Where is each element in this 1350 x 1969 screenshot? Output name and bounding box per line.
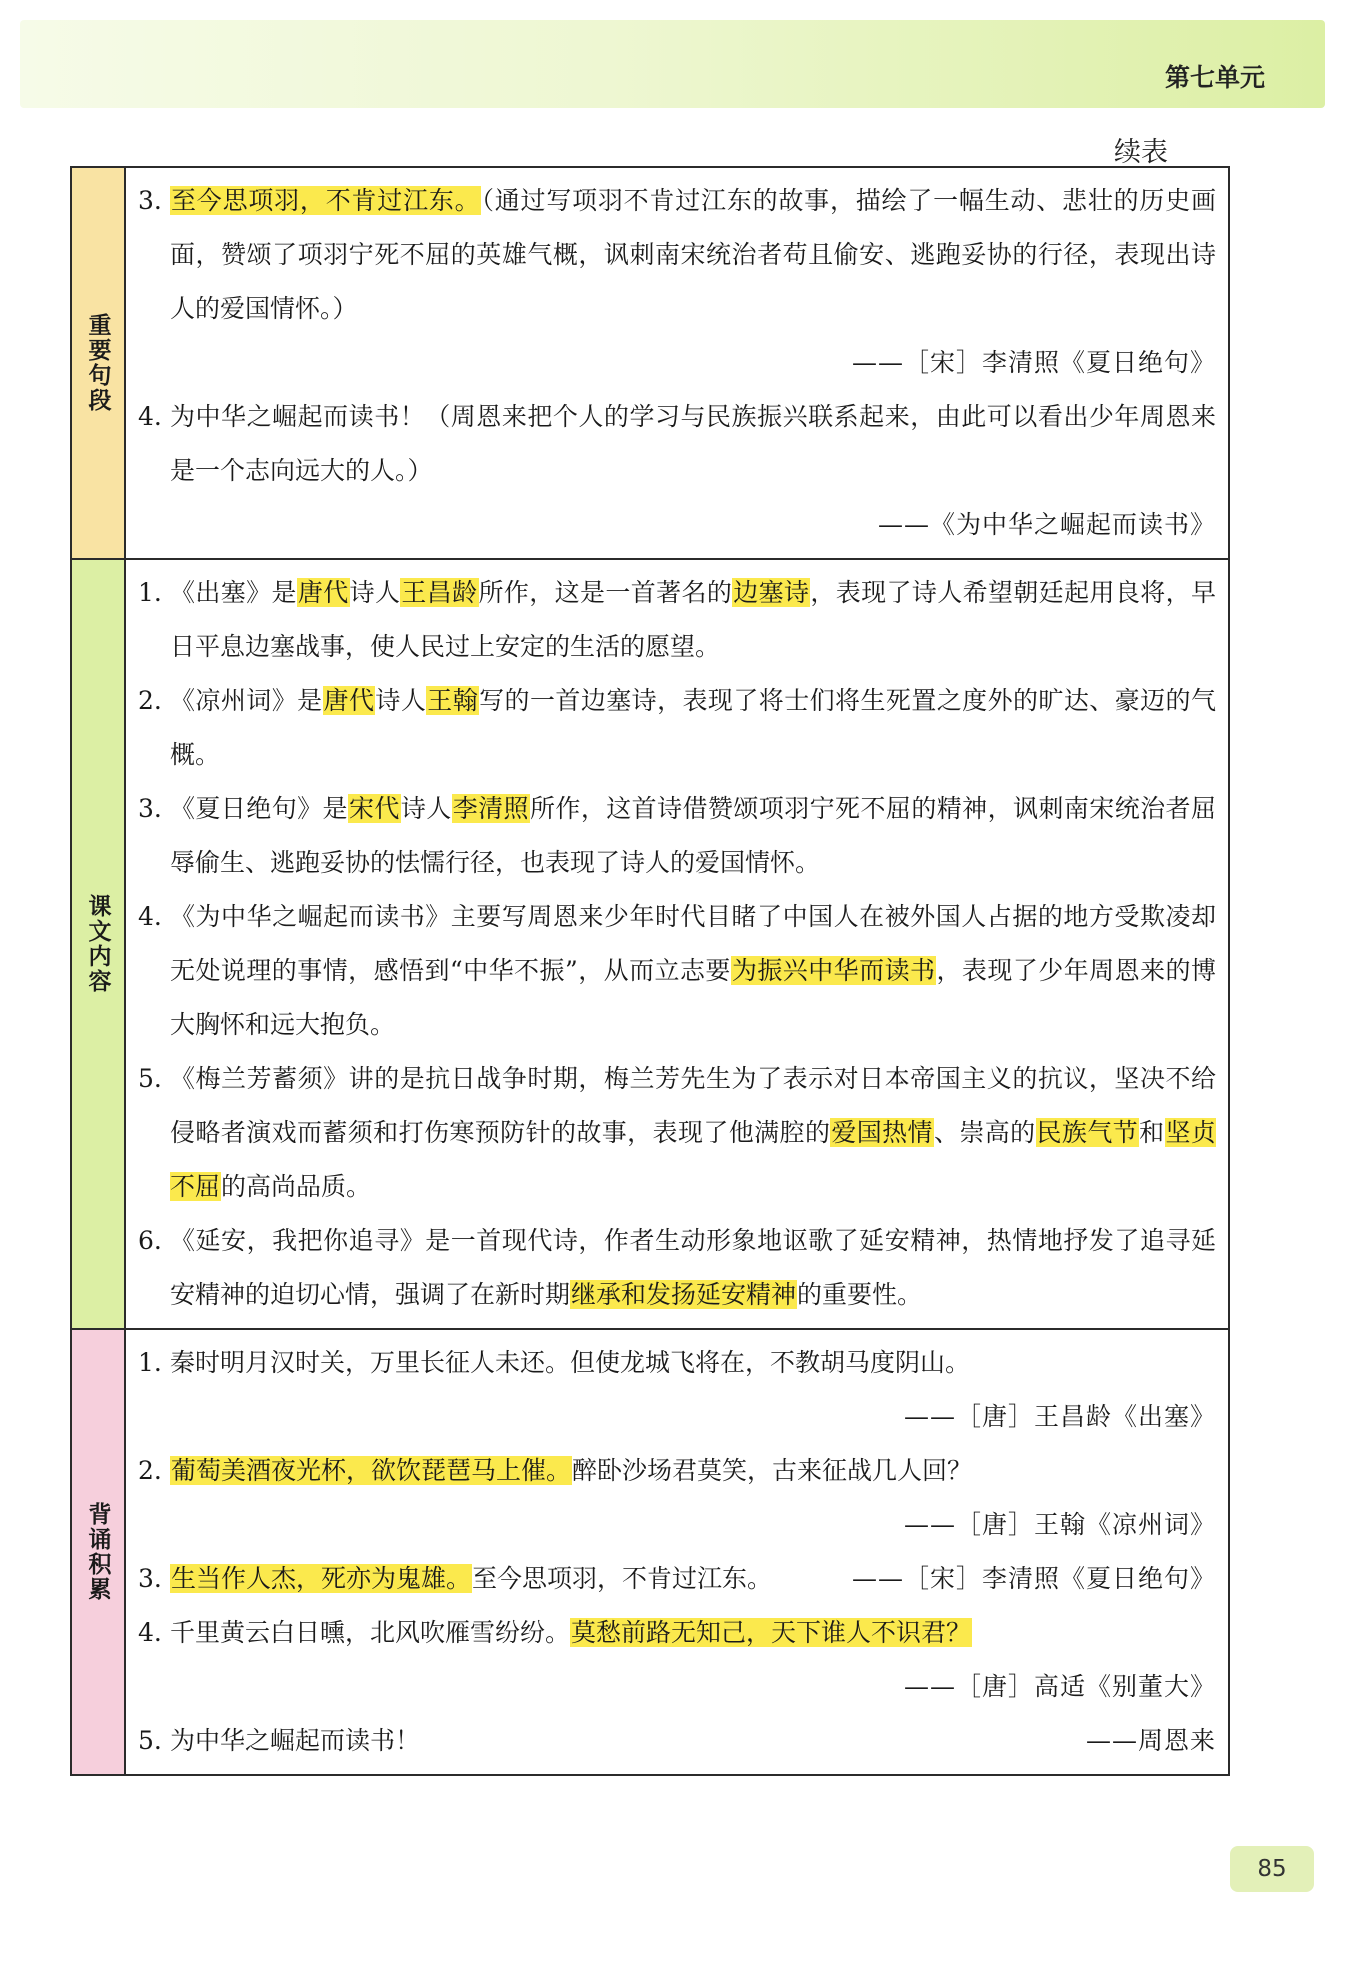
- list-item: [138, 674, 1216, 782]
- header-band: [20, 20, 1325, 108]
- item-number: 4.: [138, 902, 162, 931]
- list-item: [138, 1214, 1216, 1322]
- list-item: [138, 1052, 1216, 1214]
- list-item: [138, 1606, 1216, 1714]
- item-text: 《凉州词》是: [170, 686, 323, 715]
- item-number: 1.: [138, 1348, 162, 1377]
- highlight: 继承和发扬延安精神: [571, 1280, 797, 1309]
- highlight: 生当作人杰，死亦为鬼雄。: [171, 1564, 472, 1593]
- summary-table: [70, 166, 1230, 1776]
- list-item: [138, 566, 1216, 674]
- list-item: [138, 1444, 1216, 1552]
- page-number: 85: [1230, 1846, 1314, 1892]
- item-text: 《出塞》是: [170, 578, 297, 607]
- section-important-sentences: [72, 168, 1228, 560]
- category-label: 背诵积累: [84, 1502, 111, 1602]
- list-item: [138, 782, 1216, 890]
- highlight: 边塞诗: [733, 578, 810, 607]
- item-text: ，表现了诗人希望朝廷起用良将，早日平息边塞战事，使人民过上安定的生活的愿望。: [170, 578, 1216, 661]
- unit-title: 第七单元: [1164, 63, 1265, 92]
- continued-label: 续表: [1114, 137, 1168, 168]
- item-number: 4.: [138, 1618, 162, 1647]
- item-text: 秦时明月汉时关，万里长征人未还。但使龙城飞将在，不教胡马度阴山。: [170, 1348, 971, 1377]
- item-number: 6.: [138, 1226, 162, 1255]
- item-text: 诗人: [375, 686, 427, 715]
- item-text: 写的一首边塞诗，表现了将士们将生死置之度外的旷达、豪迈的气概。: [170, 686, 1216, 769]
- item-text: 醉卧沙场君莫笑，古来征战几人回？: [572, 1456, 973, 1485]
- item-text: 《延安，我把你追寻》是一首现代诗，作者生动形象地讴歌了延安精神，热情地抒发了追寻延安精神的迫切心情，强调了在新时期: [170, 1226, 1216, 1309]
- item-text: 《夏日绝句》是: [170, 794, 348, 823]
- highlight: 王昌龄: [401, 578, 478, 607]
- list-item: [138, 1552, 1216, 1606]
- highlight: 王翰: [427, 686, 479, 715]
- section-body: [126, 1330, 1228, 1774]
- source-citation: ——《为中华之崛起而读书》: [877, 510, 1216, 539]
- source-citation: ——周恩来: [1085, 1726, 1216, 1755]
- item-number: 2.: [138, 1456, 162, 1485]
- section-body: [126, 560, 1228, 1328]
- category-cell: [72, 168, 126, 558]
- item-text: 的重要性。: [797, 1280, 923, 1309]
- section-lesson-content: [72, 560, 1228, 1330]
- highlight: 莫愁前路无知己，天下谁人不识君？: [571, 1618, 972, 1647]
- item-number: 4.: [138, 402, 162, 431]
- highlight: 坚贞不屈: [170, 1118, 1216, 1201]
- item-number: 3.: [138, 186, 162, 215]
- item-text: 为中华之崛起而读书！（周恩来把个人的学习与民族振兴联系起来，由此可以看出少年周恩来是一个志向远大的人。）: [170, 402, 1216, 485]
- category-label: 课文内容: [84, 894, 111, 994]
- list-item: [138, 890, 1216, 1052]
- section-body: [126, 168, 1228, 558]
- section-recitation: [72, 1330, 1228, 1774]
- item-text: （通过写项羽不肯过江东的故事，描绘了一幅生动、悲壮的历史画面，赞颂了项羽宁死不屈的英雄气概，讽刺南宋统治者苟且偷安、逃跑妥协的行径，表现出诗人的爱国情怀。）: [170, 186, 1216, 323]
- item-number: 5.: [138, 1064, 162, 1093]
- item-text: 至今思项羽，不肯过江东。: [472, 1564, 773, 1593]
- source-citation: ——［宋］李清照《夏日绝句》: [851, 1564, 1216, 1593]
- source-citation: ——［唐］王翰《凉州词》: [903, 1510, 1216, 1539]
- highlight: 民族气节: [1036, 1118, 1139, 1147]
- item-text: 《为中华之崛起而读书》主要写周恩来少年时代目睹了中国人在被外国人占据的地方受欺凌却无处说理的事情，感悟到“中华不振”，从而立志要: [170, 902, 1216, 985]
- source-citation: ——［宋］李清照《夏日绝句》: [851, 348, 1216, 377]
- highlight: 唐代: [323, 686, 375, 715]
- list-item: [138, 1336, 1216, 1444]
- source-citation: ——［唐］高适《别董大》: [903, 1672, 1216, 1701]
- item-text: 的高尚品质。: [221, 1172, 372, 1201]
- source-citation: ——［唐］王昌龄《出塞》: [903, 1402, 1216, 1431]
- item-number: 2.: [138, 686, 162, 715]
- highlight: 唐代: [297, 578, 349, 607]
- item-text: 千里黄云白日曛，北风吹雁雪纷纷。: [170, 1618, 571, 1647]
- highlight: 至今思项羽，不肯过江东。: [171, 186, 481, 215]
- item-text: 、崇高的: [933, 1118, 1036, 1147]
- item-text: 诗人: [400, 794, 452, 823]
- item-number: 1.: [138, 578, 162, 607]
- category-cell: [72, 1330, 126, 1774]
- list-item: [138, 1714, 1216, 1768]
- item-number: 3.: [138, 794, 162, 823]
- highlight: 为振兴中华而读书: [731, 956, 936, 985]
- item-text: 《梅兰芳蓄须》讲的是抗日战争时期，梅兰芳先生为了表示对日本帝国主义的抗议，坚决不给侵略者演戏而蓄须和打伤寒预防针的故事，表现了他满腔的: [170, 1064, 1216, 1147]
- item-text: 所作，这首诗借赞颂项羽宁死不屈的精神，讽刺南宋统治者屈辱偷生、逃跑妥协的怯懦行径，也表现了诗人的爱国情怀。: [170, 794, 1216, 877]
- highlight: 爱国热情: [831, 1118, 933, 1147]
- item-text: ，表现了少年周恩来的博大胸怀和远大抱负。: [170, 956, 1216, 1039]
- list-item: [138, 390, 1216, 552]
- list-item: [138, 174, 1216, 390]
- item-text: 和: [1139, 1118, 1165, 1147]
- item-number: 5.: [138, 1726, 162, 1755]
- highlight: 葡萄美酒夜光杯，欲饮琵琶马上催。: [171, 1456, 572, 1485]
- item-number: 3.: [138, 1564, 162, 1593]
- item-text: 所作，这是一首著名的: [478, 578, 733, 607]
- item-text: 为中华之崛起而读书！: [170, 1726, 421, 1755]
- item-text: 诗人: [349, 578, 401, 607]
- highlight: 宋代: [348, 794, 400, 823]
- highlight: 李清照: [452, 794, 529, 823]
- category-cell: [72, 560, 126, 1328]
- category-label: 重要句段: [84, 313, 111, 413]
